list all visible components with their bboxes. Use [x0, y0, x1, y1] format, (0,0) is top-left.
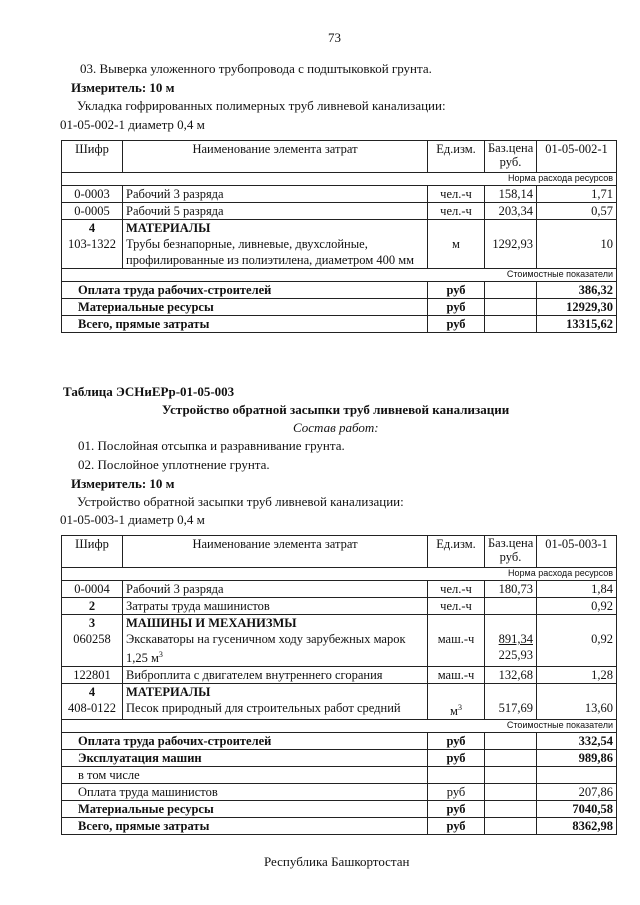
- group-number: 4: [88, 221, 96, 235]
- group-cell: [123, 220, 428, 269]
- total-value: 12929,30: [537, 299, 617, 316]
- price-value: 891,34: [498, 632, 533, 646]
- total-unit: руб: [428, 818, 485, 835]
- work-item: 01. Послойная отсыпка и разравнивание грунта.: [78, 438, 345, 453]
- empty-cell: [485, 784, 537, 801]
- description: Укладка гофрированных полимерных труб ливневой канализации:: [77, 98, 446, 113]
- group-number: 3: [88, 616, 96, 630]
- cell-norm: 10: [537, 220, 617, 269]
- total-unit: руб: [428, 801, 485, 818]
- section-heading: Устройство обратной засыпки труб ливневой канализации: [162, 402, 510, 417]
- cell-name: Песок природный для строительных работ средний: [126, 701, 401, 716]
- cell-name: Рабочий 3 разряда: [123, 581, 428, 598]
- cell-price: 132,68: [485, 667, 537, 684]
- total-row: [62, 750, 617, 767]
- empty-cell: [485, 733, 537, 750]
- table-title: Таблица ЭСНиЕРр-01-05-003: [63, 384, 235, 399]
- cell-code: 408-0122: [68, 701, 116, 716]
- cell-code: 122801: [62, 667, 123, 684]
- cell-unit: маш.-ч: [428, 667, 485, 684]
- norm-caption: Норма расхода ресурсов: [62, 173, 617, 186]
- total-label: Оплата труда рабочих-строителей: [62, 733, 428, 750]
- total-value: 332,54: [537, 733, 617, 750]
- empty-cell: [537, 767, 617, 784]
- empty-cell: [428, 767, 485, 784]
- group-title: МАТЕРИАЛЫ: [126, 221, 211, 235]
- empty-cell: [485, 282, 537, 299]
- total-row: [62, 299, 617, 316]
- table-header-row: [62, 141, 617, 173]
- group-title: МАТЕРИАЛЫ: [126, 685, 211, 700]
- table-row: [62, 581, 617, 598]
- cell-unit: чел.-ч: [428, 598, 485, 615]
- cell-name: Трубы безнапорные, ливневые, двухслойные,: [126, 237, 368, 251]
- norm-caption-row: [62, 568, 617, 581]
- empty-cell: [485, 316, 537, 333]
- empty-cell: [485, 750, 537, 767]
- page-number: 73: [328, 30, 341, 45]
- total-row: [62, 818, 617, 835]
- total-value: 989,86: [537, 750, 617, 767]
- total-unit: руб: [428, 750, 485, 767]
- total-label: в том числе: [62, 767, 428, 784]
- empty-cell: [485, 299, 537, 316]
- cell-unit: м: [428, 220, 485, 269]
- price-value: 225,93: [498, 648, 533, 662]
- cell-norm: 0,57: [537, 203, 617, 220]
- description: Устройство обратной засыпки труб ливневой канализации:: [77, 494, 404, 509]
- table-row: [62, 220, 617, 269]
- header-price: Баз.цена руб.: [485, 536, 537, 568]
- cell-code: 0-0004: [62, 581, 123, 598]
- cell-price: [485, 615, 537, 667]
- cell-norm: 0,92: [537, 598, 617, 615]
- cell-unit: чел.-ч: [428, 581, 485, 598]
- total-row: [62, 801, 617, 818]
- work-item: 02. Послойное уплотнение грунта.: [78, 457, 270, 472]
- cost-caption: Стоимостные показатели: [62, 720, 617, 733]
- resource-table-1: [61, 140, 617, 333]
- unit-text: м: [450, 704, 458, 719]
- total-label: Оплата труда рабочих-строителей: [62, 282, 428, 299]
- header-price: Баз.цена руб.: [485, 141, 537, 173]
- total-row: [62, 767, 617, 784]
- total-row: [62, 282, 617, 299]
- cost-caption-row: [62, 720, 617, 733]
- table-header-row: [62, 536, 617, 568]
- total-row: [62, 733, 617, 750]
- code-line: 01-05-002-1 диаметр 0,4 м: [60, 117, 205, 132]
- cell-price: 158,14: [485, 186, 537, 203]
- cell-name: Экскаваторы на гусеничном ходу зарубежных марок: [126, 632, 406, 646]
- work-item: 03. Выверка уложенного трубопровода с подштыковкой грунта.: [80, 61, 432, 76]
- cell-price: 203,34: [485, 203, 537, 220]
- total-label: Оплата труда машинистов: [62, 784, 428, 801]
- table-row: [62, 684, 617, 720]
- total-value: 13315,62: [537, 316, 617, 333]
- group-cell: [123, 684, 428, 720]
- norm-caption: Норма расхода ресурсов: [62, 568, 617, 581]
- empty-cell: [485, 598, 537, 615]
- group-cell: [62, 684, 123, 720]
- cell-price: 517,69: [485, 684, 537, 720]
- total-value: 7040,58: [537, 801, 617, 818]
- total-label: Материальные ресурсы: [62, 801, 428, 818]
- header-unit: Ед.изм.: [428, 536, 485, 568]
- footer-text: Республика Башкортостан: [264, 854, 410, 869]
- code-line: 01-05-003-1 диаметр 0,4 м: [60, 512, 205, 527]
- empty-cell: [485, 767, 537, 784]
- cell-price: 1292,93: [485, 220, 537, 269]
- total-unit: руб: [428, 733, 485, 750]
- cost-caption: Стоимостные показатели: [62, 269, 617, 282]
- cell-unit: маш.-ч: [428, 615, 485, 667]
- total-unit: руб: [428, 282, 485, 299]
- total-label: Эксплуатация машин: [62, 750, 428, 767]
- superscript: 3: [457, 703, 462, 713]
- group-cell: [123, 615, 428, 667]
- cell-name: Затраты труда машинистов: [123, 598, 428, 615]
- header-norm: 01-05-002-1: [537, 141, 617, 173]
- norm-caption-row: [62, 173, 617, 186]
- header-unit: Ед.изм.: [428, 141, 485, 173]
- cell-name: Виброплита с двигателем внутреннего сгорания: [123, 667, 428, 684]
- cell-norm: 1,84: [537, 581, 617, 598]
- header-code: Шифр: [62, 141, 123, 173]
- total-value: 386,32: [537, 282, 617, 299]
- cell-code: 2: [62, 598, 123, 615]
- empty-cell: [485, 801, 537, 818]
- empty-cell: [485, 818, 537, 835]
- meter-label: Измеритель: 10 м: [71, 80, 175, 95]
- cell-unit: чел.-ч: [428, 186, 485, 203]
- group-cell: [62, 615, 123, 667]
- cell-code: 103-1322: [68, 237, 116, 251]
- header-code: Шифр: [62, 536, 123, 568]
- cell-name: [126, 647, 424, 666]
- cell-norm: 1,28: [537, 667, 617, 684]
- total-value: 207,86: [537, 784, 617, 801]
- header-name: Наименование элемента затрат: [123, 141, 428, 173]
- cell-norm: 0,92: [537, 615, 617, 667]
- cell-name: Рабочий 3 разряда: [123, 186, 428, 203]
- cell-norm: 13,60: [537, 684, 617, 720]
- cell-code: 060258: [73, 632, 111, 646]
- total-row: [62, 316, 617, 333]
- total-unit: руб: [428, 316, 485, 333]
- table-row: [62, 186, 617, 203]
- total-row: [62, 784, 617, 801]
- composition-label: Состав работ:: [293, 420, 379, 435]
- header-name: Наименование элемента затрат: [123, 536, 428, 568]
- table-row: [62, 598, 617, 615]
- cell-code: 0-0005: [62, 203, 123, 220]
- cell-norm: 1,71: [537, 186, 617, 203]
- cost-caption-row: [62, 269, 617, 282]
- total-unit: руб: [428, 299, 485, 316]
- total-label: Всего, прямые затраты: [62, 316, 428, 333]
- total-label: Материальные ресурсы: [62, 299, 428, 316]
- resource-table-2: [61, 535, 617, 835]
- group-cell: [62, 220, 123, 269]
- cell-name: профилированные из полиэтилена, диаметром 400 мм: [126, 253, 415, 267]
- group-title: МАШИНЫ И МЕХАНИЗМЫ: [126, 616, 297, 630]
- superscript: 3: [158, 650, 163, 659]
- total-label: Всего, прямые затраты: [62, 818, 428, 835]
- cell-code: 0-0003: [62, 186, 123, 203]
- cell-unit: [428, 684, 485, 720]
- total-unit: руб: [428, 784, 485, 801]
- header-norm: 01-05-003-1: [537, 536, 617, 568]
- table-row: [62, 667, 617, 684]
- group-number: 4: [88, 685, 96, 700]
- meter-label: Измеритель: 10 м: [71, 476, 175, 491]
- cell-name: Рабочий 5 разряда: [123, 203, 428, 220]
- table-row: [62, 203, 617, 220]
- cell-unit: чел.-ч: [428, 203, 485, 220]
- cell-price: 180,73: [485, 581, 537, 598]
- cell-name-text: 1,25 м: [126, 651, 159, 666]
- total-value: 8362,98: [537, 818, 617, 835]
- table-row: [62, 615, 617, 667]
